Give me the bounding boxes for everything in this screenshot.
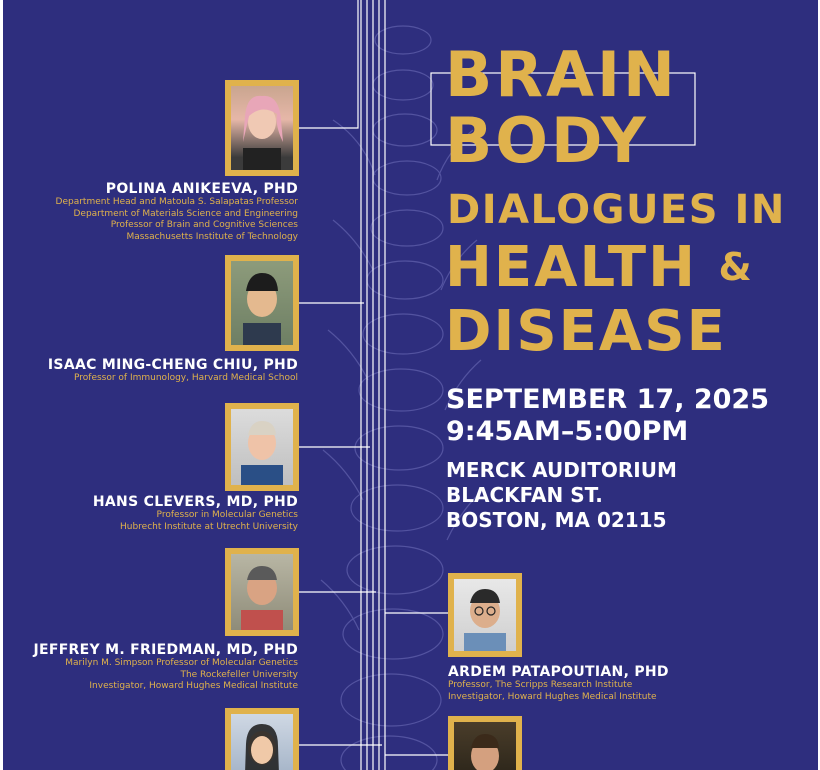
event-title-line: BODY: [445, 104, 649, 177]
speaker-affiliation: Professor in Molecular Genetics: [156, 510, 298, 520]
speaker-photo: [448, 573, 522, 657]
speaker-affiliation: Investigator, Howard Hughes Medical Institute: [448, 691, 657, 702]
event-title-line: BRAIN: [445, 38, 678, 111]
speaker-affiliation: Marilyn M. Simpson Professor of Molecular Genetics: [65, 658, 298, 668]
speaker-entry: [93, 494, 298, 533]
event-poster: [3, 0, 818, 770]
speaker-entry: [48, 357, 298, 385]
speaker-name: JEFFREY M. FRIEDMAN, MD, PHD: [33, 642, 298, 658]
ampersand: &: [718, 245, 754, 289]
venue-line: BLACKFAN ST.: [446, 483, 603, 507]
speaker-entry: [56, 181, 298, 243]
speaker-photo: [225, 255, 299, 351]
speaker-name: HANS CLEVERS, MD, PHD: [92, 494, 298, 510]
speaker-name: ISAAC MING-CHENG CHIU, PHD: [47, 357, 298, 373]
speaker-affiliation: Professor, The Scripps Research Institute: [448, 680, 633, 690]
speaker-photo: [225, 403, 299, 491]
event-title-word: HEALTH: [445, 235, 697, 300]
speaker-photo: [448, 716, 522, 770]
speaker-photo: [225, 548, 299, 636]
event-date: SEPTEMBER 17, 2025: [446, 384, 769, 415]
event-title-line: [445, 235, 754, 300]
speaker-affiliation: Department Head and Matoula S. Salapatas Professor: [55, 197, 298, 207]
speaker-photo: [225, 708, 299, 770]
speaker-name: ARDEM PATAPOUTIAN, PHD: [448, 664, 669, 680]
speaker-affiliation: The Rockefeller University: [180, 669, 298, 680]
event-title-line: DISEASE: [445, 299, 727, 364]
speaker-affiliation: Professor of Brain and Cognitive Sciences: [110, 220, 298, 230]
speaker-affiliation: Professor of Immunology, Harvard Medical School: [74, 373, 298, 383]
venue-line: BOSTON, MA 02115: [446, 508, 667, 532]
speaker-entry: [448, 664, 669, 703]
event-time: 9:45AM–5:00PM: [446, 416, 689, 447]
speaker-affiliation: Hubrecht Institute at Utrecht University: [119, 521, 298, 532]
venue-line: MERCK AUDITORIUM: [446, 458, 677, 482]
speaker-name: POLINA ANIKEEVA, PHD: [105, 181, 298, 197]
speaker-entry: [33, 642, 298, 693]
speaker-affiliation: Investigator, Howard Hughes Medical Institute: [89, 681, 298, 691]
speaker-photo: [225, 80, 299, 176]
speaker-affiliation: Massachusetts Institute of Technology: [126, 231, 298, 242]
speaker-affiliation: Department of Materials Science and Engineering: [73, 208, 298, 219]
event-title-line: DIALOGUES IN: [447, 187, 786, 233]
